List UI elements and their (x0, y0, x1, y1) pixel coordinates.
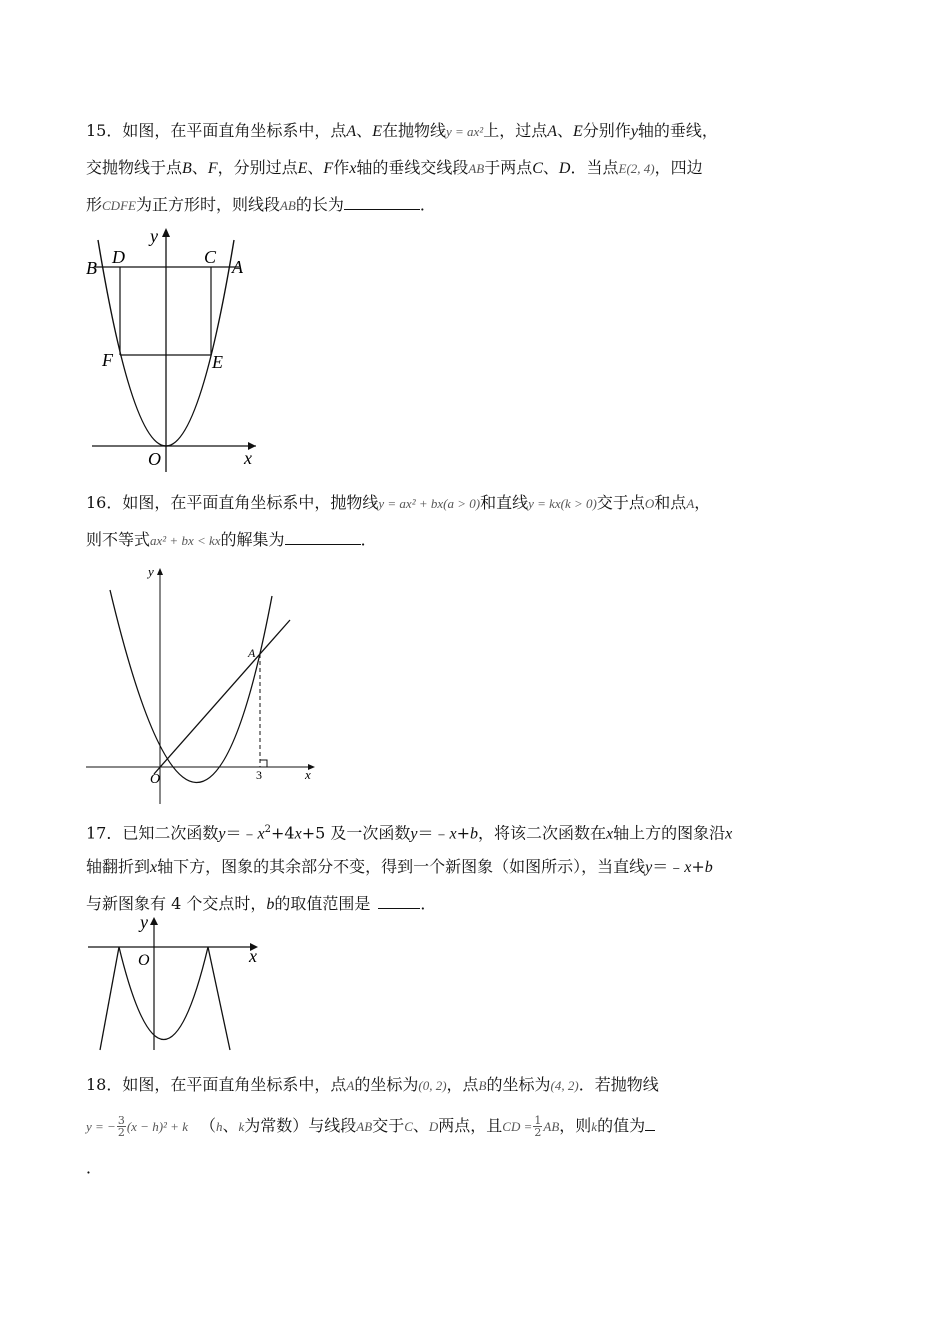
q15-text: 上，过点 (483, 121, 548, 140)
q17-exponent: 2 (264, 824, 271, 835)
q18-sep: 、 (412, 1116, 429, 1135)
q15-sep: 、 (191, 158, 208, 177)
q17-var: y (645, 859, 653, 876)
q15-point-c: C (532, 160, 543, 177)
q18-text: 如图，在平面直角坐标系中，点 (122, 1075, 347, 1094)
q15-point-d: D (558, 160, 571, 177)
q15-label-f: F (102, 350, 113, 370)
q17-var: x (150, 859, 158, 876)
q18-line-3 (86, 1149, 876, 1186)
q15-point-a: A (346, 123, 357, 140)
q18-text: （ (199, 1116, 216, 1135)
q18-ab: AB (543, 1119, 560, 1134)
q15-text: 在抛物线 (381, 121, 446, 140)
q18-eq-right: (x − h)² + k (126, 1119, 188, 1134)
q15-y-arrow-icon (162, 228, 170, 237)
q18-segment-ab: AB (356, 1119, 373, 1134)
q18-half-fraction (533, 1115, 542, 1138)
q17-text: ，将该二次函数在 (478, 823, 607, 843)
q17-number: 17． (86, 823, 123, 843)
q18-cd: CD = (502, 1119, 533, 1134)
q18-half-den: 2 (534, 1126, 542, 1139)
q17-text: ＝﹣ (417, 823, 450, 843)
q16-parabola (110, 590, 272, 783)
q16-text: ， (694, 493, 711, 512)
q15-point-e-coords: E(2, 4) (618, 161, 655, 176)
q16-text: 如图，在平面直角坐标系中，抛物线 (122, 493, 379, 512)
q15-line-1 (86, 112, 876, 149)
q17-text: 已知二次函数 (122, 823, 219, 843)
q17-text: 轴下方，图象的其余部分不变，得到一个新图象（如图所示），当直线 (157, 857, 646, 876)
q18-coord-a: (0, 2) (418, 1078, 447, 1093)
q17-var: x (684, 859, 692, 876)
q17-var: x (606, 825, 614, 843)
q15-segment-ab: AB (279, 198, 296, 213)
q17-var: x (257, 825, 265, 843)
q18-number: 18． (86, 1075, 123, 1094)
q18-var-k: k (591, 1119, 598, 1134)
q15-text: ，四边 (654, 158, 703, 177)
q18-point-c: C (404, 1119, 413, 1134)
q18-fraction (117, 1115, 126, 1138)
q18-text: 为常数）与线段 (244, 1116, 357, 1135)
question-15 (86, 112, 876, 223)
q15-line-3 (86, 186, 876, 223)
q17-left-branch (100, 947, 119, 1050)
q18-text: ．若抛物线 (578, 1075, 659, 1094)
q15-point-a: A (547, 123, 557, 140)
q17-var: b (470, 825, 479, 843)
q15-text: 如图，在平面直角坐标系中，点 (122, 121, 347, 140)
q16-line-1 (86, 484, 876, 521)
q18-line-2 (86, 1103, 876, 1149)
q16-label-3: 3 (256, 768, 262, 782)
q16-label-o: O (150, 772, 161, 787)
q15-text: 作 (333, 158, 350, 177)
q15-label-o: O (148, 449, 161, 469)
q17-text: + (456, 823, 471, 843)
q15-text: 于两点 (484, 158, 533, 177)
q15-point-e: E (372, 123, 382, 140)
q15-axis-x: x (349, 160, 357, 177)
q18-point-d: D (428, 1119, 439, 1134)
q17-figure (84, 912, 264, 1057)
q15-axis-y: y (630, 123, 638, 140)
q15-text: 为正方形时，则线段 (135, 195, 280, 214)
q16-text: ． (360, 530, 377, 549)
q15-label-d: D (112, 247, 125, 267)
q16-line (154, 620, 290, 774)
q18-half-num: 1 (534, 1114, 542, 1127)
q17-text: 与新图象有 4 个交点时， (86, 894, 267, 913)
q18-var-h: h (215, 1119, 223, 1134)
q15-number: 15． (86, 121, 123, 140)
q16-right-angle-mark (260, 760, 267, 767)
q15-label-x: x (244, 448, 252, 468)
q17-var: x (725, 825, 733, 843)
q15-answer-blank[interactable] (344, 193, 420, 210)
q17-y-arrow-icon (150, 917, 158, 925)
q17-line-1 (86, 811, 876, 848)
q16-label-a: A (248, 646, 256, 660)
q16-text: 的解集为 (220, 530, 285, 549)
q15-label-e: E (212, 352, 223, 372)
q15-text: 轴的垂线， (637, 121, 718, 140)
q17-var: x (294, 825, 302, 843)
q15-text: ．当点 (570, 158, 619, 177)
q18-point-b: B (478, 1078, 487, 1093)
q16-line-2 (86, 521, 876, 558)
q18-point-a: A (346, 1078, 355, 1093)
q18-text: 两点，且 (438, 1116, 503, 1135)
q17-var: y (410, 825, 418, 843)
q15-label-y: y (150, 226, 158, 246)
q15-sep: 、 (307, 158, 324, 177)
q16-text: 则不等式 (86, 530, 151, 549)
q17-folded-parabola (119, 947, 208, 1040)
q18-var-k: k (238, 1119, 245, 1134)
q17-text: 的取值范围是 (274, 894, 371, 913)
q16-text: 和点 (654, 493, 687, 512)
q15-text: 轴的垂线交线段 (356, 158, 469, 177)
q18-text: 的坐标为 (354, 1075, 419, 1094)
q15-point-f: F (207, 160, 218, 177)
q17-var: y (218, 825, 226, 843)
q15-label-b: B (86, 258, 97, 278)
q17-label-o: O (138, 952, 150, 969)
q17-text: +4 (271, 823, 295, 843)
q15-figure (84, 222, 264, 472)
q17-answer-blank[interactable] (378, 892, 420, 909)
q18-text: ． (86, 1158, 103, 1177)
question-16 (86, 484, 876, 558)
q15-label-c: C (204, 247, 217, 267)
q18-text: ，点 (446, 1075, 479, 1094)
q17-var: b (704, 859, 713, 876)
q16-point-a: A (686, 496, 695, 511)
q15-segment-ab: AB (468, 161, 485, 176)
q17-var: b (266, 896, 275, 913)
q15-text: 的长为 (295, 195, 344, 214)
q17-text: 轴翻折到 (86, 857, 151, 876)
q16-number: 16． (86, 493, 123, 512)
q18-line-1 (86, 1066, 876, 1103)
q17-label-x: x (249, 946, 257, 966)
q17-text: ＝﹣ (225, 823, 258, 843)
q16-answer-blank[interactable] (285, 528, 361, 545)
q16-parabola-equation: y = ax² + bx(a > 0) (378, 496, 481, 511)
q18-sep: 、 (222, 1116, 239, 1135)
q17-text: ． (420, 894, 437, 913)
question-17 (86, 811, 876, 922)
q15-sep: 、 (542, 158, 559, 177)
q17-label-y: y (140, 912, 148, 932)
q18-text: 的值为 (597, 1116, 646, 1135)
q15-text: 分别作 (582, 121, 631, 140)
q17-text: ＝﹣ (652, 857, 685, 876)
q16-figure (84, 562, 320, 807)
q18-text: 交于 (372, 1116, 405, 1135)
q17-var: x (449, 825, 457, 843)
q17-text: + (691, 857, 705, 876)
q16-line-equation: y = kx(k > 0) (528, 496, 597, 511)
q17-text: 轴上方的图象沿 (613, 823, 726, 843)
q15-parabola-equation: y = ax² (445, 124, 484, 139)
q15-text: 交抛物线于点 (86, 158, 183, 177)
q17-text: +5 及一次函数 (301, 823, 411, 843)
q16-label-x: x (305, 767, 311, 782)
q17-right-branch (208, 947, 230, 1050)
q15-quadrilateral: CDFE (102, 198, 136, 213)
q15-text: ． (419, 195, 436, 214)
q15-sep: 、 (557, 121, 574, 140)
q15-point-b: B (182, 160, 192, 177)
q15-text: ，分别过点 (217, 158, 298, 177)
q18-text: ，则 (559, 1116, 592, 1135)
q15-line-2 (86, 149, 876, 186)
q15-point-f: F (323, 160, 334, 177)
q18-coord-b: (4, 2) (550, 1078, 579, 1093)
q16-text: 和直线 (480, 493, 529, 512)
q15-point-e: E (573, 123, 583, 140)
q18-answer-blank[interactable] (645, 1114, 655, 1131)
q18-eq-left: y = − (86, 1119, 116, 1134)
q15-sep: 、 (356, 121, 373, 140)
q16-y-arrow-icon (157, 568, 163, 575)
q15-point-e: E (297, 160, 308, 177)
q16-point-o: O (644, 496, 655, 511)
question-18 (86, 1066, 876, 1186)
q16-label-y: y (148, 564, 154, 579)
q18-text: 的坐标为 (486, 1075, 551, 1094)
q16-text: 交于点 (596, 493, 645, 512)
q18-frac-num: 3 (117, 1114, 125, 1127)
q16-inequality: ax² + bx < kx (150, 533, 221, 548)
q18-frac-den: 2 (117, 1126, 125, 1139)
q15-text: 形 (86, 195, 103, 214)
q17-line-2 (86, 848, 876, 885)
q15-label-a: A (232, 257, 243, 277)
